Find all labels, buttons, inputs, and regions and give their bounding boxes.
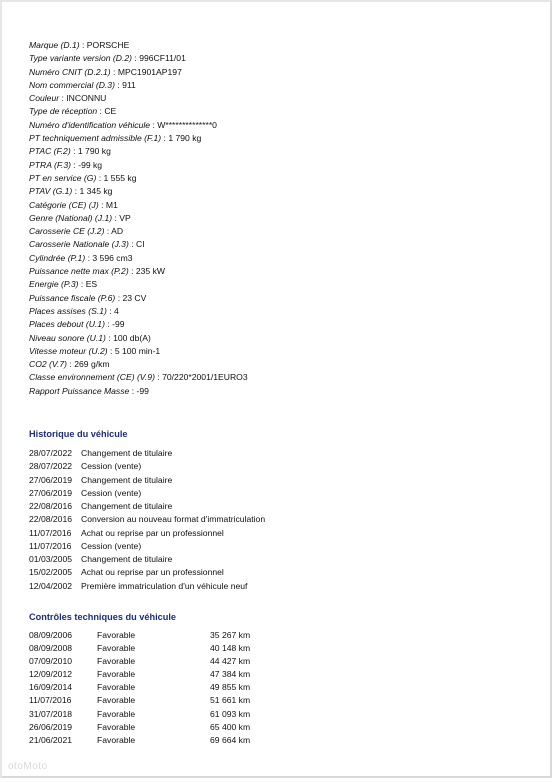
- history-event: Achat ou reprise par un professionnel: [81, 567, 224, 578]
- technical-controls-table: [29, 629, 290, 747]
- spec-label: Couleur: [29, 93, 60, 104]
- spec-value: VP: [119, 212, 131, 223]
- history-row: [29, 553, 265, 566]
- spec-value: MPC1901AP197: [117, 66, 182, 77]
- control-mileage: 61 093 km: [210, 708, 251, 719]
- spec-row: Vitesse moteur (U.2) : 5 100 min-1: [29, 345, 161, 356]
- control-mileage: 51 661 km: [210, 695, 251, 706]
- spec-label: Genre (National) (J.1): [29, 212, 113, 223]
- spec-label: Marque (D.1): [29, 40, 80, 50]
- control-mileage: 69 664 km: [210, 734, 251, 745]
- history-date: 12/04/2002: [29, 580, 73, 591]
- spec-label: CO2 (V.7): [29, 359, 68, 370]
- technical-controls-section-title: Contrôles techniques du véhicule: [29, 612, 177, 622]
- spec-row: Carosserie CE (J.2) : AD: [29, 226, 124, 237]
- control-mileage: 40 148 km: [210, 643, 251, 654]
- spec-label: Numéro d'identification véhicule: [29, 119, 151, 130]
- spec-row: Places assises (S.1) : 4: [29, 305, 119, 316]
- spec-row: Puissance fiscale (P.6) : 23 CV: [29, 292, 147, 303]
- spec-row: Energie (P.3) : ES: [29, 279, 98, 290]
- control-row: [29, 629, 290, 642]
- control-row: [29, 668, 290, 681]
- history-date: 28/07/2022: [29, 461, 73, 472]
- spec-row: Catégorie (CE) (J) : M1: [29, 199, 118, 210]
- spec-row: PT techniquement admissible (F.1) : 1 790 kg: [29, 133, 202, 144]
- spec-row: Numéro d'identification véhicule : W**************0: [29, 119, 217, 130]
- spec-row: PT en service (G) : 1 555 kg: [29, 172, 137, 183]
- history-row: [29, 566, 265, 579]
- spec-label: Carosserie Nationale (J.3): [29, 239, 129, 250]
- spec-value: PORSCHE: [86, 40, 130, 50]
- control-result: Favorable: [97, 682, 136, 693]
- spec-label: Classe environnement (CE) (V.9): [29, 372, 155, 383]
- history-event: Changement de titulaire: [81, 448, 173, 458]
- spec-value: AD: [111, 226, 124, 237]
- spec-row: Puissance nette max (P.2) : 235 kW: [29, 266, 165, 277]
- spec-row: Cylindrée (P.1) : 3 596 cm3: [29, 252, 133, 263]
- spec-value: -99 kg: [78, 159, 103, 170]
- control-row: [29, 655, 290, 668]
- spec-label: PT techniquement admissible (F.1): [29, 133, 162, 144]
- spec-value: 100 db(A): [113, 332, 151, 343]
- control-result: Favorable: [97, 669, 136, 680]
- control-date: 21/06/2021: [29, 734, 73, 745]
- spec-row: Rapport Puissance Masse : -99: [29, 385, 149, 396]
- control-row: [29, 708, 290, 721]
- spec-row: Type de réception : CE: [29, 106, 117, 117]
- spec-row: CO2 (V.7) : 269 g/km: [29, 359, 110, 370]
- spec-row: Type variante version (D.2) : 996CF11/01: [29, 53, 186, 64]
- spec-row: Carosserie Nationale (J.3) : CI: [29, 239, 145, 250]
- history-list: [29, 447, 265, 593]
- spec-value: 1 345 kg: [79, 186, 113, 197]
- control-date: 31/07/2018: [29, 708, 73, 719]
- spec-label: PT en service (G): [29, 172, 97, 183]
- spec-value: 4: [114, 305, 119, 316]
- history-date: 28/07/2022: [29, 448, 73, 458]
- control-result: Favorable: [97, 656, 136, 667]
- spec-label: Nom commercial (D.3): [29, 79, 115, 90]
- history-date: 22/08/2016: [29, 514, 73, 525]
- control-date: 26/06/2019: [29, 721, 73, 732]
- spec-label: Puissance nette max (P.2): [29, 266, 129, 277]
- spec-label: PTAC (F.2): [29, 146, 71, 157]
- control-result: Favorable: [97, 721, 136, 732]
- history-event: Changement de titulaire: [81, 501, 173, 511]
- spec-value: 269 g/km: [74, 359, 110, 370]
- spec-value: 1 790 kg: [168, 133, 202, 144]
- control-row: [29, 694, 290, 707]
- control-mileage: 47 384 km: [210, 669, 251, 680]
- spec-value: -99: [136, 385, 149, 396]
- control-mileage: 49 855 km: [210, 682, 251, 693]
- spec-value: CI: [136, 239, 145, 250]
- spec-row: Nom commercial (D.3) : 911: [29, 79, 136, 90]
- history-date: 11/07/2016: [29, 527, 72, 538]
- history-event: Cession (vente): [81, 540, 142, 551]
- spec-value: CE: [104, 106, 117, 117]
- history-row: [29, 513, 265, 526]
- watermark: otoMoto: [8, 761, 48, 772]
- history-row: [29, 527, 265, 540]
- control-mileage: 44 427 km: [210, 656, 251, 667]
- document-content: [29, 39, 540, 745]
- control-date: 07/09/2010: [29, 656, 73, 667]
- spec-label: Type de réception: [29, 106, 98, 117]
- history-event: Changement de titulaire: [81, 554, 173, 564]
- spec-label: Cylindrée (P.1): [29, 252, 86, 263]
- spec-row: Niveau sonore (U.1) : 100 db(A): [29, 332, 151, 343]
- spec-label: PTAV (G.1): [29, 186, 73, 197]
- spec-label: Energie (P.3): [29, 279, 79, 290]
- history-row: [29, 540, 265, 553]
- history-event: Changement de titulaire: [81, 474, 173, 485]
- spec-row: Couleur : INCONNU: [29, 93, 107, 104]
- control-date: 11/07/2016: [29, 695, 72, 706]
- spec-value: 235 kW: [135, 266, 165, 277]
- spec-value: 996CF11/01: [139, 53, 186, 64]
- spec-value: 3 596 cm3: [92, 252, 133, 263]
- spec-value: W**************0: [157, 119, 217, 130]
- control-date: 12/09/2012: [29, 669, 73, 680]
- spec-row: Genre (National) (J.1) : VP: [29, 212, 131, 223]
- spec-row: Numéro CNIT (D.2.1) : MPC1901AP197: [29, 66, 182, 77]
- history-row: [29, 474, 265, 487]
- history-event: Première immatriculation d'un véhicule neuf: [81, 580, 248, 591]
- history-event: Cession (vente): [81, 487, 142, 498]
- history-event: Cession (vente): [81, 461, 142, 472]
- spec-value: 1 555 kg: [103, 172, 137, 183]
- spec-value: 23 CV: [122, 292, 147, 303]
- spec-label: Vitesse moteur (U.2): [29, 345, 108, 356]
- spec-label: Rapport Puissance Masse: [29, 385, 130, 396]
- spec-row: PTAC (F.2) : 1 790 kg: [29, 146, 111, 157]
- spec-label: PTRA (F.3): [29, 159, 72, 170]
- spec-label: Catégorie (CE) (J): [29, 199, 99, 210]
- spec-value: -99: [112, 319, 125, 330]
- history-row: [29, 580, 265, 593]
- history-section-title: Historique du véhicule: [29, 429, 128, 439]
- control-date: 08/09/2008: [29, 643, 73, 654]
- history-date: 11/07/2016: [29, 540, 72, 551]
- spec-label: Numéro CNIT (D.2.1): [29, 66, 111, 77]
- control-mileage: 35 267 km: [210, 630, 251, 640]
- spec-row: PTRA (F.3) : -99 kg: [29, 159, 103, 170]
- history-date: 22/08/2016: [29, 501, 73, 511]
- history-row: [29, 447, 265, 460]
- history-date: 27/06/2019: [29, 487, 73, 498]
- history-row: [29, 460, 265, 473]
- spec-value: 911: [122, 79, 136, 90]
- control-date: 08/09/2006: [29, 630, 73, 640]
- spec-value: ES: [85, 279, 98, 290]
- history-row: [29, 487, 265, 500]
- control-date: 16/09/2014: [29, 682, 73, 693]
- spec-label: Carosserie CE (J.2): [29, 226, 105, 237]
- spec-row: PTAV (G.1) : 1 345 kg: [29, 186, 113, 197]
- spec-label: Niveau sonore (U.1): [29, 332, 106, 343]
- control-result: Favorable: [97, 630, 136, 640]
- control-result: Favorable: [97, 734, 136, 745]
- control-row: [29, 681, 290, 694]
- spec-row: Places debout (U.1) : -99: [29, 319, 125, 330]
- control-result: Favorable: [97, 643, 136, 654]
- spec-value: 5 100 min-1: [114, 345, 161, 356]
- history-event: Achat ou reprise par un professionnel: [81, 527, 224, 538]
- control-row: [29, 721, 290, 734]
- control-result: Favorable: [97, 708, 136, 719]
- spec-label: Places assises (S.1): [29, 305, 107, 316]
- control-row: [29, 642, 290, 655]
- spec-label: Type variante version (D.2): [29, 53, 133, 64]
- vehicle-specs-list: [29, 39, 540, 398]
- spec-label: Puissance fiscale (P.6): [29, 292, 116, 303]
- spec-value: M1: [105, 199, 118, 210]
- history-event: Conversion au nouveau format d'immatriculation: [81, 514, 266, 525]
- spec-value: 70/220*2001/1EURO3: [162, 372, 248, 383]
- history-date: 27/06/2019: [29, 474, 73, 485]
- history-row: [29, 500, 265, 513]
- history-date: 01/03/2005: [29, 554, 73, 564]
- spec-label: Places debout (U.1): [29, 319, 105, 330]
- history-date: 15/02/2005: [29, 567, 73, 578]
- control-result: Favorable: [97, 695, 136, 706]
- control-mileage: 65 400 km: [210, 721, 251, 732]
- spec-value: INCONNU: [66, 93, 107, 104]
- spec-value: 1 790 kg: [77, 146, 111, 157]
- spec-row: Classe environnement (CE) (V.9) : 70/220*2001/1EURO3: [29, 372, 248, 383]
- spec-row: Marque (D.1) : PORSCHE: [29, 40, 130, 50]
- control-row: [29, 734, 290, 747]
